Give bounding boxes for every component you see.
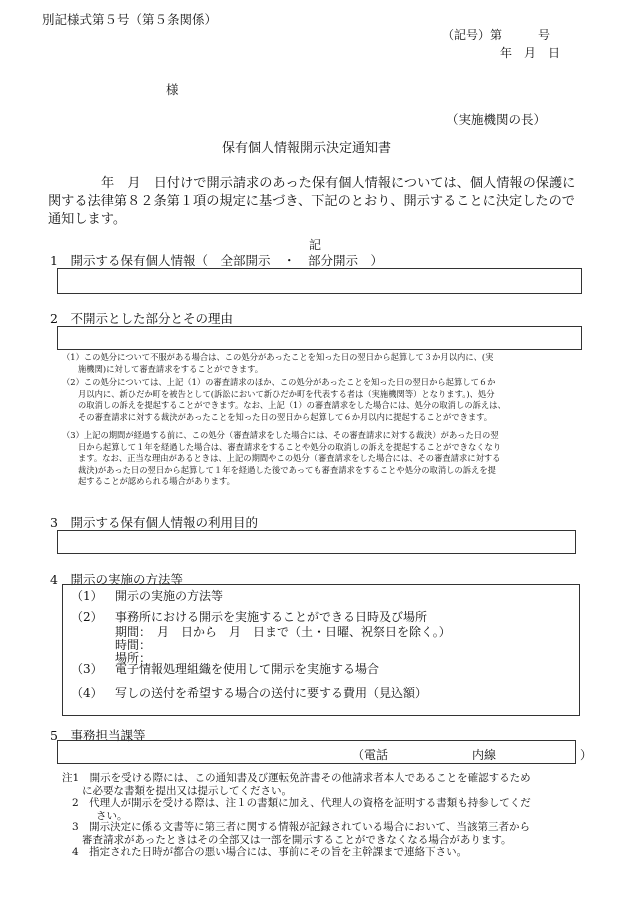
item-3-text: 電子情報処理組織を使用して開示を実施する場合: [115, 662, 380, 676]
section-3-heading: 3 開示する保有個人情報の利用目的: [50, 515, 258, 530]
item-3-number: （3）: [71, 662, 103, 676]
section-3-box: [57, 530, 576, 554]
footnote-2: [72, 797, 531, 822]
footnote-4: [72, 846, 467, 859]
item-4-text: 写しの送付を希望する場合の送付に要する費用（見込額）: [115, 686, 428, 700]
intro-line-2: 関する法律第８２条第１項の規定に基づき、下記のとおり、開示することに決定したので: [48, 194, 575, 209]
addressee-suffix: 様: [166, 82, 179, 97]
section-2-box: [57, 326, 582, 350]
footnote-1-line-2: に必要な書類を提出又は提示してください。: [82, 784, 292, 797]
item-2-time: 時間：: [115, 638, 152, 652]
item-2-number: （2）: [71, 610, 103, 624]
ki-mark: 記: [309, 238, 322, 252]
note-3: [62, 430, 501, 488]
note-1: [62, 352, 493, 375]
item-2-period: 期間： 月 日から 月 日まで（土・日曜、祝祭日を除く。）: [115, 625, 451, 639]
issuer: （実施機関の長）: [446, 112, 547, 127]
date-line: 年 月 日: [500, 46, 561, 60]
note-1-line-2: 施機関)に対して審査請求をすることができます。: [78, 363, 264, 374]
section-1-box: [57, 268, 582, 294]
method-item-1: [71, 587, 224, 604]
method-item-4: [71, 684, 428, 701]
page-title: 保有個人情報開示決定通知書: [222, 141, 392, 156]
footnote-3-line-2: 審査請求があったときはその全部又は一部を開示することができなくなる場合があります。: [82, 833, 512, 846]
footnote-1-line-1: 注1 開示を受ける際には、この通知書及び運転免許書その他請求者本人であることを確認するため: [62, 772, 531, 784]
item-1-number: （1）: [71, 589, 103, 603]
note-3-line-1: （3）上記の期間が経過する前に、この処分（審査請求をした場合には、その審査請求に対する裁決）があった日の翌: [62, 430, 499, 440]
section-2-heading: 2 不開示とした部分とその理由: [50, 311, 233, 326]
note-3-line-4: 裁決)があった日の翌日から起算して１年を経過した後であっても審査請求をすることや処分の取消しの訴えを提: [78, 464, 496, 475]
section-1-heading: 1 開示する保有個人情報（ 全部開示 ・ 部分開示 ）: [50, 253, 383, 268]
note-2-line-1: （2）この処分については、上記（1）の審査請求のほか、この処分があったことを知った日の翌日から起算して６か: [62, 377, 496, 387]
intro-line-3: 通知します。: [48, 212, 127, 227]
section-4-heading: 4 開示の実施の方法等: [50, 572, 183, 587]
footnote-4-line-1: 4 指定された日時が都合の悪い場合には、事前にその旨を主幹課まで連絡下さい。: [72, 846, 468, 858]
intro-line-1: 年 月 日付けで開示請求のあった保有個人情報については、個人情報の保護に: [101, 176, 576, 191]
item-2-place: 場所：: [115, 651, 152, 665]
footnote-2-line-2: さい。: [96, 809, 128, 822]
item-1-text: 開示の実施の方法等: [115, 589, 224, 603]
footnote-3-line-1: 3 開示決定に係る文書等に第三者に関する情報が記録されている場合において、当該第三者から: [72, 821, 530, 833]
method-item-2: [71, 608, 428, 625]
note-3-line-2: 日から起算して１年を経過した場合は、審査請求をすることや処分の取消しの訴えを提起することができなくなり: [78, 441, 502, 452]
reference-number: （記号）第 号: [442, 28, 551, 42]
footnote-1: [62, 772, 531, 797]
note-3-line-3: ます。なお、正当な理由があるときは、上記の期間やこの処分（審査請求をした場合には、その審査請求に対する: [78, 453, 501, 463]
footnote-2-line-1: 2 代理人が開示を受ける際は、注１の書類に加え、代理人の資格を証明する書類も持参してくだ: [72, 797, 531, 809]
note-1-line-1: （1）この処分について不服がある場合は、この処分があったことを知った日の翌日から起算して３か月以内に、(実: [62, 352, 494, 362]
phone-extension-line: （電話 内線 ）: [352, 748, 593, 762]
note-3-line-5: 起することが認められる場合があります。: [78, 476, 235, 486]
note-2-line-4: その審査請求に対する裁決があったことを知った日の翌日から起算して６か月以内に提起することができます。: [78, 411, 493, 422]
note-2-line-3: の取消しの訴えを提起することができます。なお、上記（1）の審査請求をした場合には、処分の取消しの訴えは、: [78, 400, 506, 410]
method-item-3: [71, 660, 380, 677]
note-2-line-2: 月以内に、新ひだか町を被告として(訴訟において新ひだか町を代表する者は（実施機関等）となります。)、処分: [78, 388, 495, 399]
form-label: 別記様式第５号（第５条関係）: [42, 12, 218, 27]
note-2: [62, 377, 506, 423]
footnote-3: [72, 821, 530, 846]
item-2-text: 事務所における開示を実施することができる日時及び場所: [115, 610, 428, 624]
item-4-number: （4）: [71, 686, 103, 700]
section-5-heading: 5 事務担当課等: [50, 728, 146, 743]
